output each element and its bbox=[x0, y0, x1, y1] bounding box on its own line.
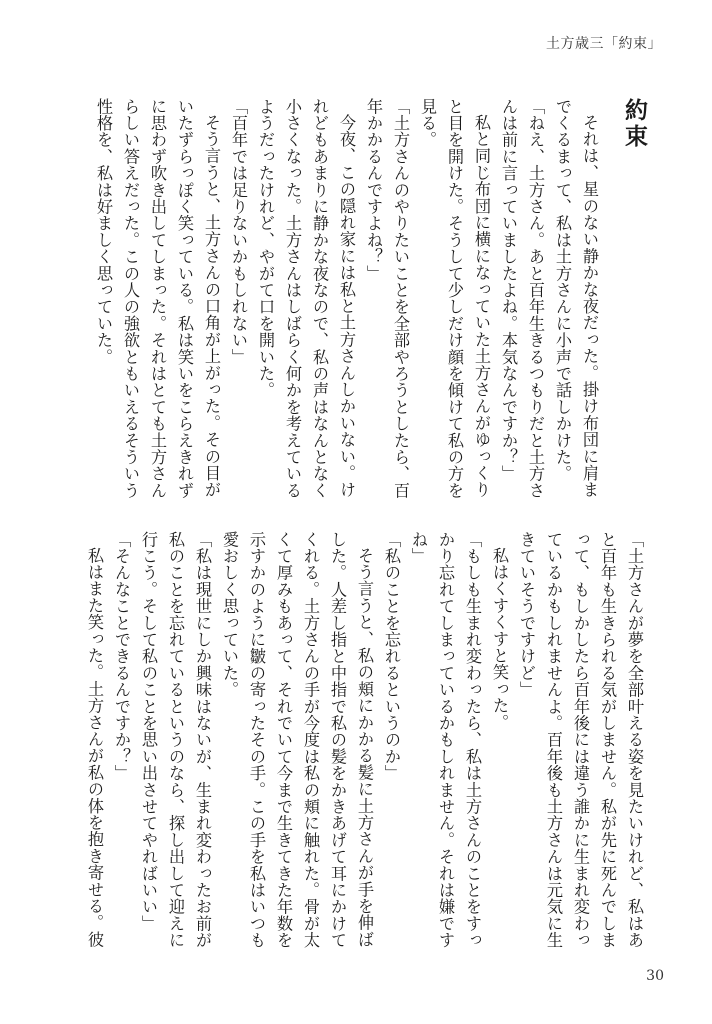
running-header: 土方歳三「約束」 bbox=[546, 36, 662, 52]
paragraph: そう言うと、土方さんの口角が上がった。その目がいたずらっぽく笑っている。私は笑いをこらえきれずに思わず吹き出してしまった。それはとても土方さんらしい答えだった。この人の強欲ともいえるそういう性格を、私は好ましく思っていた。 bbox=[94, 98, 221, 499]
chapter-title: 約束 bbox=[621, 98, 648, 150]
paragraph: 「そんなことできるんですか？」 bbox=[112, 531, 131, 782]
paragraph: 私はまた笑った。土方さんが私の体を抱き寄せる。彼 bbox=[85, 547, 104, 948]
paragraph: 「私のことを忘れるというのか」 bbox=[382, 531, 401, 782]
page-number: 30 bbox=[646, 968, 664, 984]
paragraph: それは、星のない静かな夜だった。掛け布団に肩までくるまって、私は土方さんに小声で話しかけた。 bbox=[553, 98, 599, 499]
paragraph: 「土方さんが夢を全部叶える姿を見たいけれど、私はあと百年も生きられる気がしません。私が先に死んでしまって、もしかしたら百年後には違う誰かに生まれ変わっているかもしれませんよ。百年後も土方さんは元気に生きていそうですけど」 bbox=[517, 531, 644, 949]
paragraph: 「もしも生まれ変わったら、私は土方さんのことをすっかり忘れてしまっているかもしれません。それは嫌ですね」 bbox=[409, 531, 482, 949]
paragraph: 私はくすくすと笑った。 bbox=[490, 547, 509, 731]
paragraph: 「私は現世にしか興味はないが、生まれ変わったお前が私のことを忘れているというのなら、探し出して迎えに行こう。そして私のことを思い出させてやればいい」 bbox=[139, 531, 212, 949]
upper-text-block bbox=[88, 98, 648, 502]
paragraph: そう言うと、私の頬にかかる髪に土方さんが手を伸ばした。人差し指と中指で私の髪をかきあげて耳にかけてくれる。土方さんの手が今度は私の頬に触れた。骨が太くて厚みもあって、それでいて今まで生きてきた年数を示すかのように皺の寄ったその手。この手を私はいつも愛おしく思っていた。 bbox=[220, 531, 374, 949]
paragraph: 今夜、この隠れ家には私と土方さんしかいない。けれどもあまりに静かな夜なので、私の声はなんとなく小さくなった。土方さんはしばらく何かを考えているようだったけれど、やがて口を開いた。 bbox=[256, 98, 356, 499]
paragraph: 私と同じ布団に横になっていた土方さんがゆっくりと目を開けた。そうして少しだけ顔を傾けて私の方を見る。 bbox=[418, 98, 491, 499]
paragraph: 「ねえ、土方さん。あと百年生きるつもりだと土方さんは前に言っていましたよね。本気なんですか？」 bbox=[499, 98, 545, 499]
paragraph: 「百年では足りないかもしれない」 bbox=[229, 98, 248, 366]
paragraph: 「土方さんのやりたいことを全部やろうとしたら、百年かかるんですよね？」 bbox=[364, 98, 410, 499]
lower-text-block bbox=[85, 531, 648, 961]
